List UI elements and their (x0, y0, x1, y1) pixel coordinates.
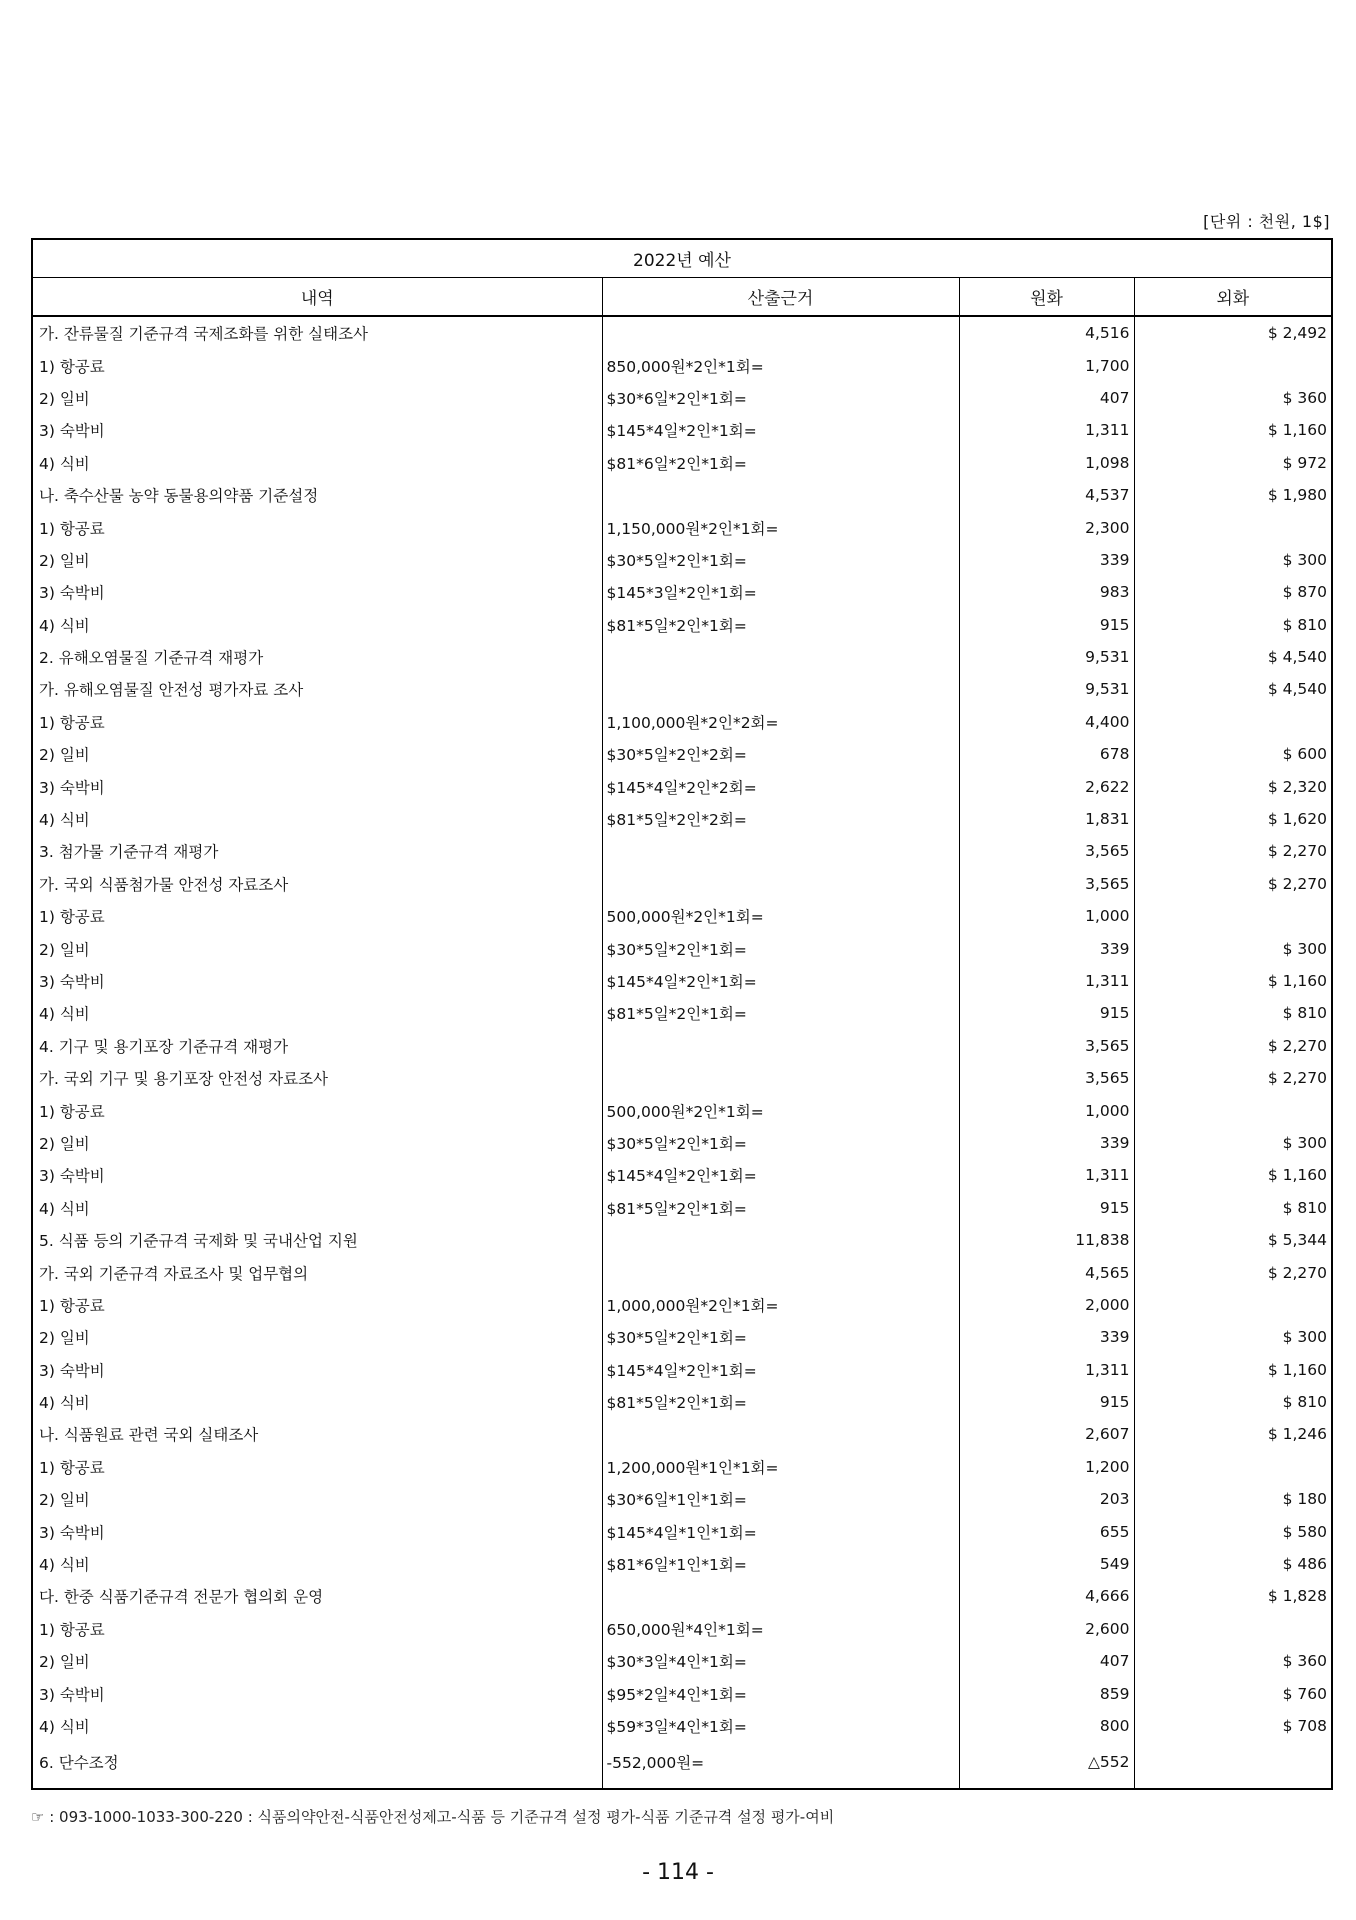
item-cell: 4) 식비 (32, 1548, 602, 1580)
krw-amount-cell: 339 (959, 1321, 1134, 1353)
usd-amount-cell: $ 870 (1134, 576, 1332, 608)
item-cell: 2) 일비 (32, 382, 602, 414)
item-cell: 다. 한중 식품기준규격 전문가 협의회 운영 (32, 1580, 602, 1612)
item-cell: 나. 식품원료 관련 국외 실태조사 (32, 1418, 602, 1450)
basis-cell (602, 1418, 959, 1450)
usd-amount-cell: $ 486 (1134, 1548, 1332, 1580)
table-row (32, 1321, 1332, 1353)
krw-amount-cell: 2,300 (959, 511, 1134, 543)
usd-amount-cell (1134, 1742, 1332, 1789)
basis-cell: $145*4일*2인*2회= (602, 770, 959, 802)
krw-amount-cell: 800 (959, 1710, 1134, 1742)
usd-amount-cell: $ 810 (1134, 1192, 1332, 1224)
krw-amount-cell: 3,565 (959, 1030, 1134, 1062)
krw-amount-cell: 407 (959, 1645, 1134, 1677)
table-row (32, 932, 1332, 964)
krw-amount-cell: 4,537 (959, 479, 1134, 511)
basis-cell: $81*5일*2인*1회= (602, 1386, 959, 1418)
item-cell: 2) 일비 (32, 1483, 602, 1515)
krw-amount-cell: 678 (959, 738, 1134, 770)
krw-amount-cell: 2,000 (959, 1289, 1134, 1321)
budget-code-footnote: ☞ : 093-1000-1033-300-220 : 식품의약안전-식품안전성제고-식품 등 기준규격 설정 평가-식품 기준규격 설정 평가-여비 (31, 1808, 835, 1826)
item-cell: 가. 국외 기구 및 용기포장 안전성 자료조사 (32, 1062, 602, 1094)
table-row (32, 1742, 1332, 1789)
krw-amount-cell: 11,838 (959, 1224, 1134, 1256)
table-row (32, 1094, 1332, 1126)
item-cell: 4) 식비 (32, 1192, 602, 1224)
basis-cell: 500,000원*2인*1회= (602, 1094, 959, 1126)
krw-amount-cell: 3,565 (959, 1062, 1134, 1094)
budget-table (31, 238, 1333, 1790)
krw-amount-cell: 915 (959, 1192, 1134, 1224)
basis-cell: $81*5일*2인*1회= (602, 1192, 959, 1224)
item-cell: 3. 첨가물 기준규격 재평가 (32, 835, 602, 867)
table-row (32, 965, 1332, 997)
basis-cell: $59*3일*4인*1회= (602, 1710, 959, 1742)
item-cell: 가. 국외 기준규격 자료조사 및 업무협의 (32, 1256, 602, 1288)
item-cell: 가. 국외 식품첨가물 안전성 자료조사 (32, 868, 602, 900)
basis-cell: $145*4일*1인*1회= (602, 1515, 959, 1547)
table-row (32, 1710, 1332, 1742)
usd-amount-cell (1134, 349, 1332, 381)
basis-cell: 500,000원*2인*1회= (602, 900, 959, 932)
krw-amount-cell: 339 (959, 932, 1134, 964)
table-row (32, 1062, 1332, 1094)
usd-amount-cell: $ 2,270 (1134, 835, 1332, 867)
basis-cell: $81*6일*1인*1회= (602, 1548, 959, 1580)
krw-amount-cell: 1,098 (959, 447, 1134, 479)
basis-cell: 1,100,000원*2인*2회= (602, 706, 959, 738)
usd-amount-cell: $ 1,828 (1134, 1580, 1332, 1612)
table-row (32, 1224, 1332, 1256)
item-cell: 1) 항공료 (32, 1451, 602, 1483)
krw-amount-cell: 2,607 (959, 1418, 1134, 1450)
basis-cell (602, 1030, 959, 1062)
krw-amount-cell: 407 (959, 382, 1134, 414)
usd-amount-cell: $ 1,160 (1134, 414, 1332, 446)
basis-cell (602, 1256, 959, 1288)
item-cell: 3) 숙박비 (32, 414, 602, 446)
usd-amount-cell: $ 300 (1134, 1321, 1332, 1353)
usd-amount-cell: $ 5,344 (1134, 1224, 1332, 1256)
basis-cell (602, 1224, 959, 1256)
item-cell: 2) 일비 (32, 932, 602, 964)
basis-cell: $145*4일*2인*1회= (602, 1159, 959, 1191)
item-cell: 4) 식비 (32, 803, 602, 835)
item-cell: 1) 항공료 (32, 706, 602, 738)
usd-amount-cell: $ 600 (1134, 738, 1332, 770)
table-row (32, 1418, 1332, 1450)
item-cell: 6. 단수조정 (32, 1742, 602, 1789)
table-row (32, 803, 1332, 835)
usd-amount-cell: $ 2,270 (1134, 1030, 1332, 1062)
usd-amount-cell: $ 1,160 (1134, 1354, 1332, 1386)
item-cell: 나. 축수산물 농약 동물용의약품 기준설정 (32, 479, 602, 511)
item-cell: 1) 항공료 (32, 349, 602, 381)
krw-amount-cell: △552 (959, 1742, 1134, 1789)
item-cell: 3) 숙박비 (32, 1677, 602, 1709)
usd-amount-cell (1134, 511, 1332, 543)
krw-amount-cell: 1,311 (959, 1159, 1134, 1191)
basis-cell (602, 641, 959, 673)
basis-cell: $30*5일*2인*1회= (602, 932, 959, 964)
table-row (32, 868, 1332, 900)
basis-cell: $30*6일*2인*1회= (602, 382, 959, 414)
usd-amount-cell (1134, 1613, 1332, 1645)
usd-amount-cell: $ 2,270 (1134, 868, 1332, 900)
krw-amount-cell: 655 (959, 1515, 1134, 1547)
usd-amount-cell: $ 972 (1134, 447, 1332, 479)
table-row (32, 576, 1332, 608)
basis-cell: $81*6일*2인*1회= (602, 447, 959, 479)
krw-amount-cell: 4,666 (959, 1580, 1134, 1612)
basis-cell (602, 316, 959, 349)
item-cell: 2) 일비 (32, 1127, 602, 1159)
item-cell: 가. 잔류물질 기준규격 국제조화를 위한 실태조사 (32, 316, 602, 349)
table-row (32, 316, 1332, 349)
table-row (32, 511, 1332, 543)
krw-amount-cell: 2,622 (959, 770, 1134, 802)
item-cell: 2) 일비 (32, 1645, 602, 1677)
table-row (32, 1451, 1332, 1483)
table-row (32, 673, 1332, 705)
krw-amount-cell: 549 (959, 1548, 1134, 1580)
usd-amount-cell: $ 2,492 (1134, 316, 1332, 349)
usd-amount-cell: $ 4,540 (1134, 673, 1332, 705)
table-row (32, 1256, 1332, 1288)
usd-amount-cell (1134, 1289, 1332, 1321)
table-row (32, 770, 1332, 802)
table-row (32, 1159, 1332, 1191)
basis-cell: $145*3일*2인*1회= (602, 576, 959, 608)
table-row (32, 738, 1332, 770)
usd-amount-cell: $ 708 (1134, 1710, 1332, 1742)
table-row (32, 609, 1332, 641)
usd-amount-cell (1134, 1094, 1332, 1126)
basis-cell (602, 673, 959, 705)
usd-amount-cell: $ 300 (1134, 1127, 1332, 1159)
basis-cell: 1,150,000원*2인*1회= (602, 511, 959, 543)
basis-cell: $81*5일*2인*2회= (602, 803, 959, 835)
usd-amount-cell: $ 300 (1134, 932, 1332, 964)
budget-year-header: 2022년 예산 (32, 239, 1332, 278)
krw-amount-cell: 4,400 (959, 706, 1134, 738)
table-row (32, 1677, 1332, 1709)
table-row (32, 1386, 1332, 1418)
krw-amount-cell: 1,700 (959, 349, 1134, 381)
table-row (32, 414, 1332, 446)
table-row (32, 1127, 1332, 1159)
usd-amount-cell: $ 1,246 (1134, 1418, 1332, 1450)
table-row (32, 1030, 1332, 1062)
usd-amount-cell: $ 1,620 (1134, 803, 1332, 835)
krw-amount-cell: 1,311 (959, 1354, 1134, 1386)
basis-cell: $81*5일*2인*1회= (602, 609, 959, 641)
krw-amount-cell: 339 (959, 1127, 1134, 1159)
usd-amount-cell: $ 1,160 (1134, 1159, 1332, 1191)
krw-amount-cell: 9,531 (959, 641, 1134, 673)
basis-cell: $30*3일*4인*1회= (602, 1645, 959, 1677)
usd-amount-cell: $ 2,270 (1134, 1256, 1332, 1288)
krw-amount-cell: 4,565 (959, 1256, 1134, 1288)
item-cell: 2. 유해오염물질 기준규격 재평가 (32, 641, 602, 673)
krw-amount-cell: 1,831 (959, 803, 1134, 835)
basis-cell: $81*5일*2인*1회= (602, 997, 959, 1029)
budget-table-body (32, 316, 1332, 1789)
column-header-basis: 산출근거 (602, 278, 959, 317)
table-row (32, 447, 1332, 479)
krw-amount-cell: 915 (959, 997, 1134, 1029)
item-cell: 1) 항공료 (32, 1289, 602, 1321)
basis-cell: 1,200,000원*1인*1회= (602, 1451, 959, 1483)
krw-amount-cell: 203 (959, 1483, 1134, 1515)
usd-amount-cell (1134, 1451, 1332, 1483)
basis-cell: $95*2일*4인*1회= (602, 1677, 959, 1709)
item-cell: 3) 숙박비 (32, 1354, 602, 1386)
usd-amount-cell: $ 2,320 (1134, 770, 1332, 802)
basis-cell: $145*4일*2인*1회= (602, 414, 959, 446)
basis-cell: $30*5일*2인*2회= (602, 738, 959, 770)
usd-amount-cell: $ 1,160 (1134, 965, 1332, 997)
item-cell: 3) 숙박비 (32, 1515, 602, 1547)
basis-cell: $145*4일*2인*1회= (602, 965, 959, 997)
table-row (32, 1580, 1332, 1612)
item-cell: 2) 일비 (32, 738, 602, 770)
usd-amount-cell: $ 580 (1134, 1515, 1332, 1547)
item-cell: 4. 기구 및 용기포장 기준규격 재평가 (32, 1030, 602, 1062)
usd-amount-cell: $ 760 (1134, 1677, 1332, 1709)
krw-amount-cell: 915 (959, 609, 1134, 641)
item-cell: 1) 항공료 (32, 1613, 602, 1645)
basis-cell (602, 1580, 959, 1612)
table-row (32, 1483, 1332, 1515)
krw-amount-cell: 3,565 (959, 835, 1134, 867)
basis-cell (602, 479, 959, 511)
usd-amount-cell: $ 180 (1134, 1483, 1332, 1515)
krw-amount-cell: 1,000 (959, 1094, 1134, 1126)
table-row (32, 706, 1332, 738)
krw-amount-cell: 2,600 (959, 1613, 1134, 1645)
table-row (32, 1289, 1332, 1321)
item-cell: 가. 유해오염물질 안전성 평가자료 조사 (32, 673, 602, 705)
basis-cell: $145*4일*2인*1회= (602, 1354, 959, 1386)
basis-cell: -552,000원= (602, 1742, 959, 1789)
table-row (32, 349, 1332, 381)
item-cell: 4) 식비 (32, 609, 602, 641)
item-cell: 4) 식비 (32, 1710, 602, 1742)
item-cell: 5. 식품 등의 기준규격 국제화 및 국내산업 지원 (32, 1224, 602, 1256)
table-row (32, 1192, 1332, 1224)
usd-amount-cell: $ 2,270 (1134, 1062, 1332, 1094)
item-cell: 4) 식비 (32, 997, 602, 1029)
table-row (32, 479, 1332, 511)
basis-cell: 850,000원*2인*1회= (602, 349, 959, 381)
basis-cell: $30*5일*2인*1회= (602, 544, 959, 576)
usd-amount-cell (1134, 706, 1332, 738)
column-header-usd: 외화 (1134, 278, 1332, 317)
usd-amount-cell: $ 360 (1134, 1645, 1332, 1677)
krw-amount-cell: 1,311 (959, 965, 1134, 997)
basis-cell: $30*5일*2인*1회= (602, 1127, 959, 1159)
basis-cell: 650,000원*4인*1회= (602, 1613, 959, 1645)
krw-amount-cell: 1,000 (959, 900, 1134, 932)
table-row (32, 382, 1332, 414)
table-row (32, 1645, 1332, 1677)
table-row (32, 1515, 1332, 1547)
krw-amount-cell: 915 (959, 1386, 1134, 1418)
item-cell: 4) 식비 (32, 1386, 602, 1418)
column-header-item: 내역 (32, 278, 602, 317)
item-cell: 4) 식비 (32, 447, 602, 479)
item-cell: 3) 숙박비 (32, 770, 602, 802)
basis-cell: $30*6일*1인*1회= (602, 1483, 959, 1515)
basis-cell (602, 868, 959, 900)
usd-amount-cell: $ 810 (1134, 1386, 1332, 1418)
usd-amount-cell (1134, 900, 1332, 932)
krw-amount-cell: 3,565 (959, 868, 1134, 900)
usd-amount-cell: $ 360 (1134, 382, 1332, 414)
usd-amount-cell: $ 300 (1134, 544, 1332, 576)
basis-cell: $30*5일*2인*1회= (602, 1321, 959, 1353)
item-cell: 1) 항공료 (32, 900, 602, 932)
table-row (32, 1354, 1332, 1386)
basis-cell: 1,000,000원*2인*1회= (602, 1289, 959, 1321)
table-row (32, 1613, 1332, 1645)
krw-amount-cell: 983 (959, 576, 1134, 608)
item-cell: 2) 일비 (32, 1321, 602, 1353)
krw-amount-cell: 1,311 (959, 414, 1134, 446)
table-row (32, 641, 1332, 673)
usd-amount-cell: $ 4,540 (1134, 641, 1332, 673)
krw-amount-cell: 4,516 (959, 316, 1134, 349)
table-row (32, 1548, 1332, 1580)
krw-amount-cell: 1,200 (959, 1451, 1134, 1483)
table-row (32, 544, 1332, 576)
page-number: - 114 - (642, 1860, 714, 1885)
usd-amount-cell: $ 1,980 (1134, 479, 1332, 511)
item-cell: 3) 숙박비 (32, 1159, 602, 1191)
item-cell: 1) 항공료 (32, 1094, 602, 1126)
basis-cell (602, 1062, 959, 1094)
item-cell: 2) 일비 (32, 544, 602, 576)
item-cell: 3) 숙박비 (32, 576, 602, 608)
unit-label: [단위 : 천원, 1$] (1203, 212, 1330, 231)
item-cell: 3) 숙박비 (32, 965, 602, 997)
krw-amount-cell: 339 (959, 544, 1134, 576)
table-row (32, 835, 1332, 867)
column-header-krw: 원화 (959, 278, 1134, 317)
usd-amount-cell: $ 810 (1134, 609, 1332, 641)
table-row (32, 900, 1332, 932)
krw-amount-cell: 9,531 (959, 673, 1134, 705)
basis-cell (602, 835, 959, 867)
krw-amount-cell: 859 (959, 1677, 1134, 1709)
usd-amount-cell: $ 810 (1134, 997, 1332, 1029)
table-row (32, 997, 1332, 1029)
item-cell: 1) 항공료 (32, 511, 602, 543)
